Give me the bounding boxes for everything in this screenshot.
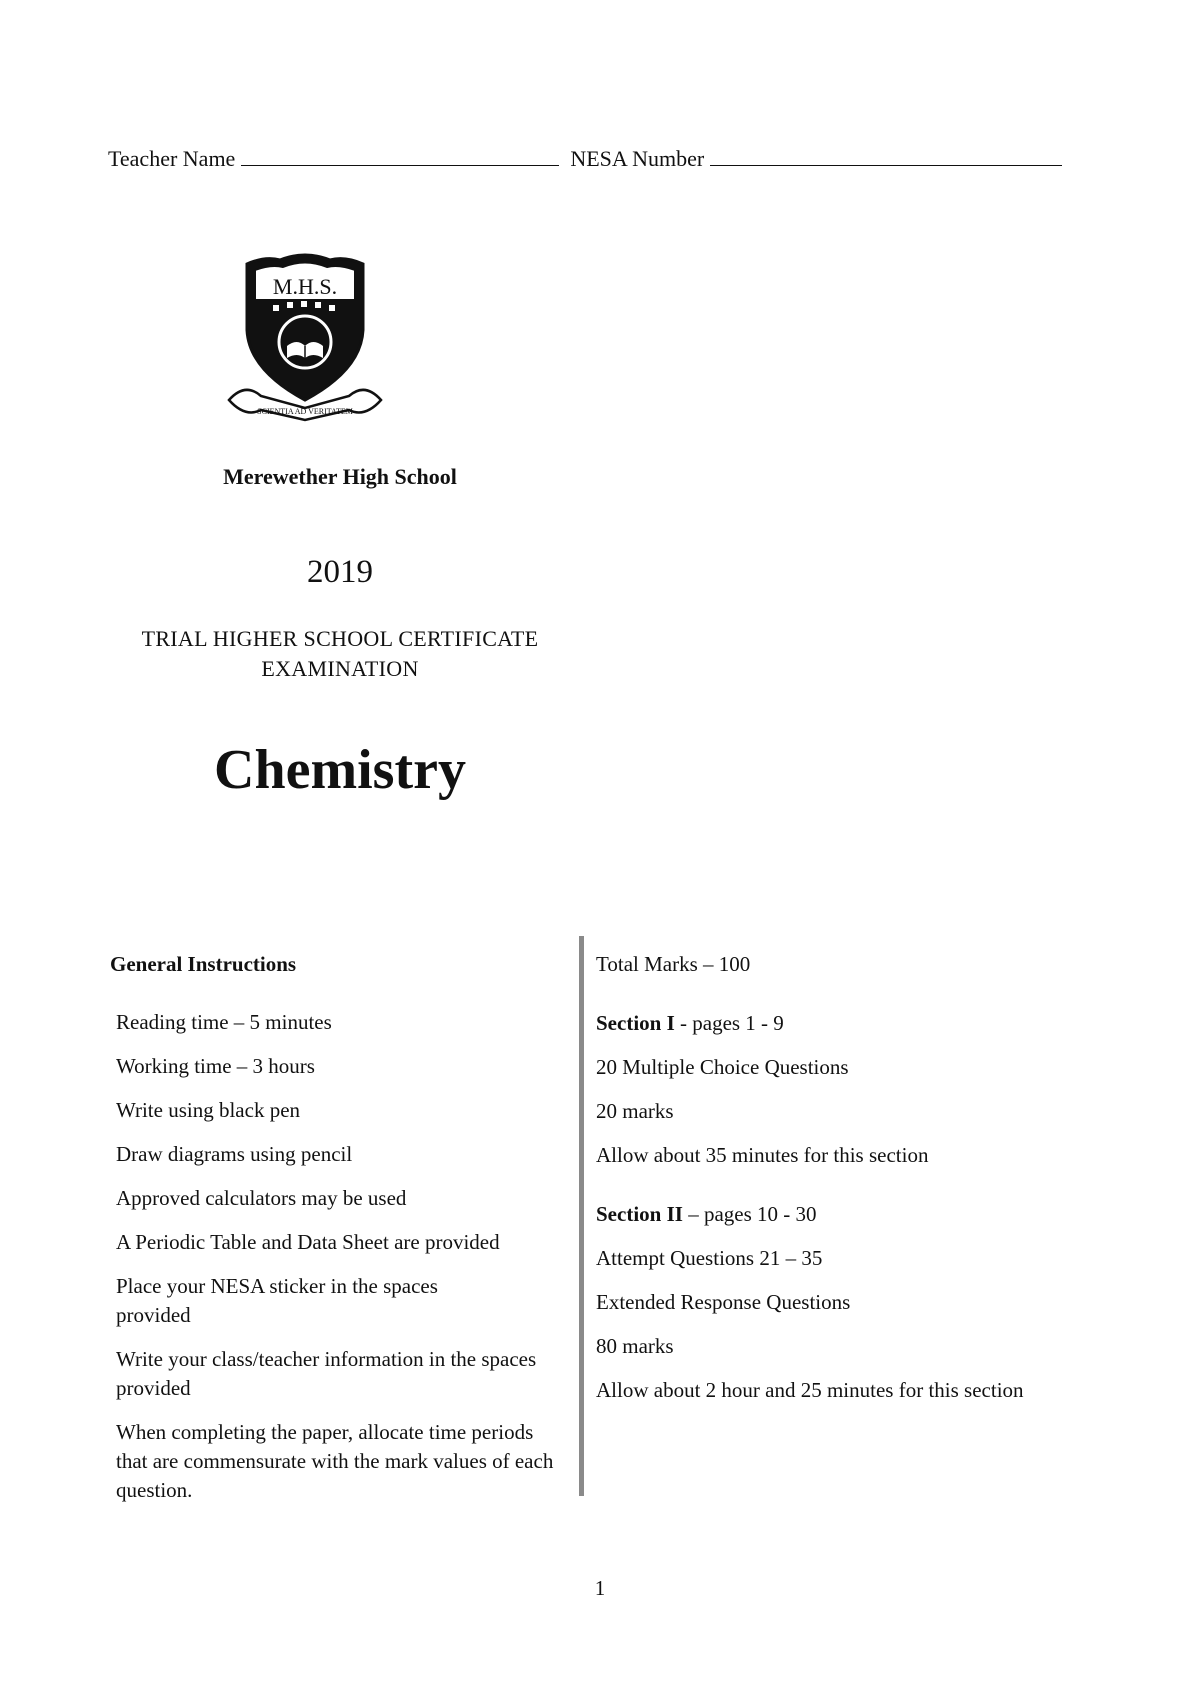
section-2-pages: – pages 10 - 30	[682, 1202, 817, 1226]
section-2-heading	[596, 1200, 1116, 1229]
exam-title	[100, 624, 580, 684]
instruction-item: Working time – 3 hours	[116, 1054, 315, 1078]
exam-title-line-2: EXAMINATION	[261, 656, 419, 681]
instruction-item: Approved calculators may be used	[116, 1186, 407, 1210]
teacher-name-label: Teacher Name	[108, 146, 236, 171]
instruction-item: Write using black pen	[116, 1098, 301, 1122]
instruction-item: Draw diagrams using pencil	[116, 1142, 353, 1166]
section-2-line: Extended Response Questions	[596, 1290, 851, 1314]
school-crest-logo	[225, 250, 385, 425]
header-fields	[108, 146, 1062, 172]
section-2-line: 80 marks	[596, 1334, 674, 1358]
exam-year: 2019	[307, 554, 373, 590]
section-1-line: 20 marks	[596, 1099, 674, 1123]
section-2-line: Allow about 2 hour and 25 minutes for this section	[596, 1378, 1024, 1402]
column-divider	[579, 936, 584, 1496]
nesa-number-label: NESA Number	[570, 146, 705, 171]
teacher-name-field[interactable]	[241, 164, 559, 166]
section-1-line: 20 Multiple Choice Questions	[596, 1055, 849, 1079]
marks-summary	[596, 950, 1116, 1420]
section-1-pages: - pages 1 - 9	[674, 1011, 784, 1035]
total-marks: Total Marks – 100	[596, 952, 751, 976]
nesa-number-field[interactable]	[710, 164, 1062, 166]
section-1-heading	[596, 1009, 1116, 1038]
page-number: 1	[594, 1576, 606, 1600]
instruction-item: Place your NESA sticker in the spaces provided	[116, 1274, 438, 1327]
crest-initials: M.H.S.	[272, 274, 338, 299]
section-2-line: Attempt Questions 21 – 35	[596, 1246, 823, 1270]
instruction-item: A Periodic Table and Data Sheet are provided	[116, 1230, 500, 1254]
subject-title: Chemistry	[214, 739, 466, 801]
general-instructions-title: General Instructions	[110, 952, 297, 976]
section-1-title: Section I	[596, 1011, 675, 1035]
crest-motto: SCIENTIA AD VERITATEM	[257, 407, 353, 416]
instruction-item: Reading time – 5 minutes	[116, 1010, 332, 1034]
section-1-line: Allow about 35 minutes for this section	[596, 1143, 929, 1167]
instruction-item: Write your class/teacher information in the spaces provided	[116, 1347, 537, 1400]
exam-title-line-1: TRIAL HIGHER SCHOOL CERTIFICATE	[141, 626, 539, 651]
general-instructions-list	[116, 1008, 576, 1520]
school-name: Merewether High School	[223, 464, 457, 489]
instruction-item: When completing the paper, allocate time periods that are commensurate with the mark values of each question.	[116, 1420, 554, 1502]
section-2-title: Section II	[596, 1202, 683, 1226]
